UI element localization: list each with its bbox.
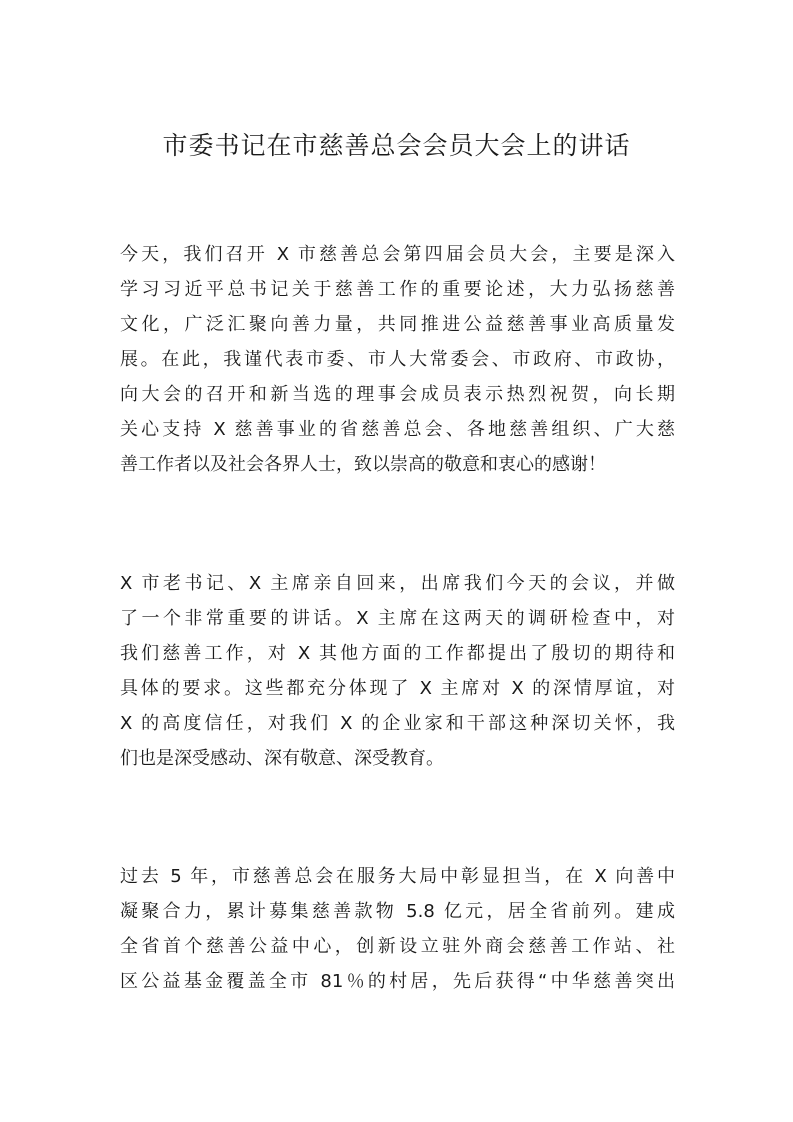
- paragraph-line: 凝聚合力，累计募集慈善款物 5.8 亿元，居全省前列。建成: [120, 901, 675, 922]
- paragraph-line: 全省首个慈善公益中心，创新设立驻外商会慈善工作站、社: [120, 936, 675, 957]
- paragraph-line: 了一个非常重要的讲话。X 主席在这两天的调研检查中，对: [120, 608, 675, 629]
- paragraph-line: 展。在此，我谨代表市委、市人大常委会、市政府、市政协，: [120, 349, 675, 370]
- paragraph-line: 们也是深受感动、深有敬意、深受教育。: [120, 748, 444, 769]
- paragraph-line: X 的高度信任，对我们 X 的企业家和干部这种深切关怀，我: [120, 713, 675, 734]
- paragraph-line: 学习习近平总书记关于慈善工作的重要论述，大力弘扬慈善: [120, 279, 675, 300]
- document-title: 市委书记在市慈善总会会员大会上的讲话: [162, 131, 631, 160]
- paragraph-line: 善工作者以及社会各界人士，致以崇高的敬意和衷心的感谢！: [120, 454, 606, 475]
- paragraph-line: 区公益基金覆盖全市 81％的村居，先后获得“中华慈善突出: [120, 971, 675, 992]
- paragraph-line: 文化，广泛汇聚向善力量，共同推进公益慈善事业高质量发: [120, 314, 675, 335]
- paragraph-1: [120, 237, 675, 482]
- paragraph-line: 我们慈善工作，对 X 其他方面的工作都提出了殷切的期待和: [120, 643, 675, 664]
- paragraph-line: X 市老书记、X 主席亲自回来，出席我们今天的会议，并做: [120, 573, 675, 594]
- paragraph-line: 向大会的召开和新当选的理事会成员表示热烈祝贺，向长期: [120, 384, 675, 405]
- paragraph-2: [120, 566, 675, 776]
- paragraph-line: 关心支持 X 慈善事业的省慈善总会、各地慈善组织、广大慈: [120, 419, 675, 440]
- paragraph-line: 过去 5 年，市慈善总会在服务大局中彰显担当，在 X 向善中: [120, 866, 675, 887]
- paragraph-line: 具体的要求。这些都充分体现了 X 主席对 X 的深情厚谊，对: [120, 678, 675, 699]
- paragraph-3: [120, 859, 675, 999]
- paragraph-line: 今天，我们召开 X 市慈善总会第四届会员大会，主要是深入: [120, 244, 675, 265]
